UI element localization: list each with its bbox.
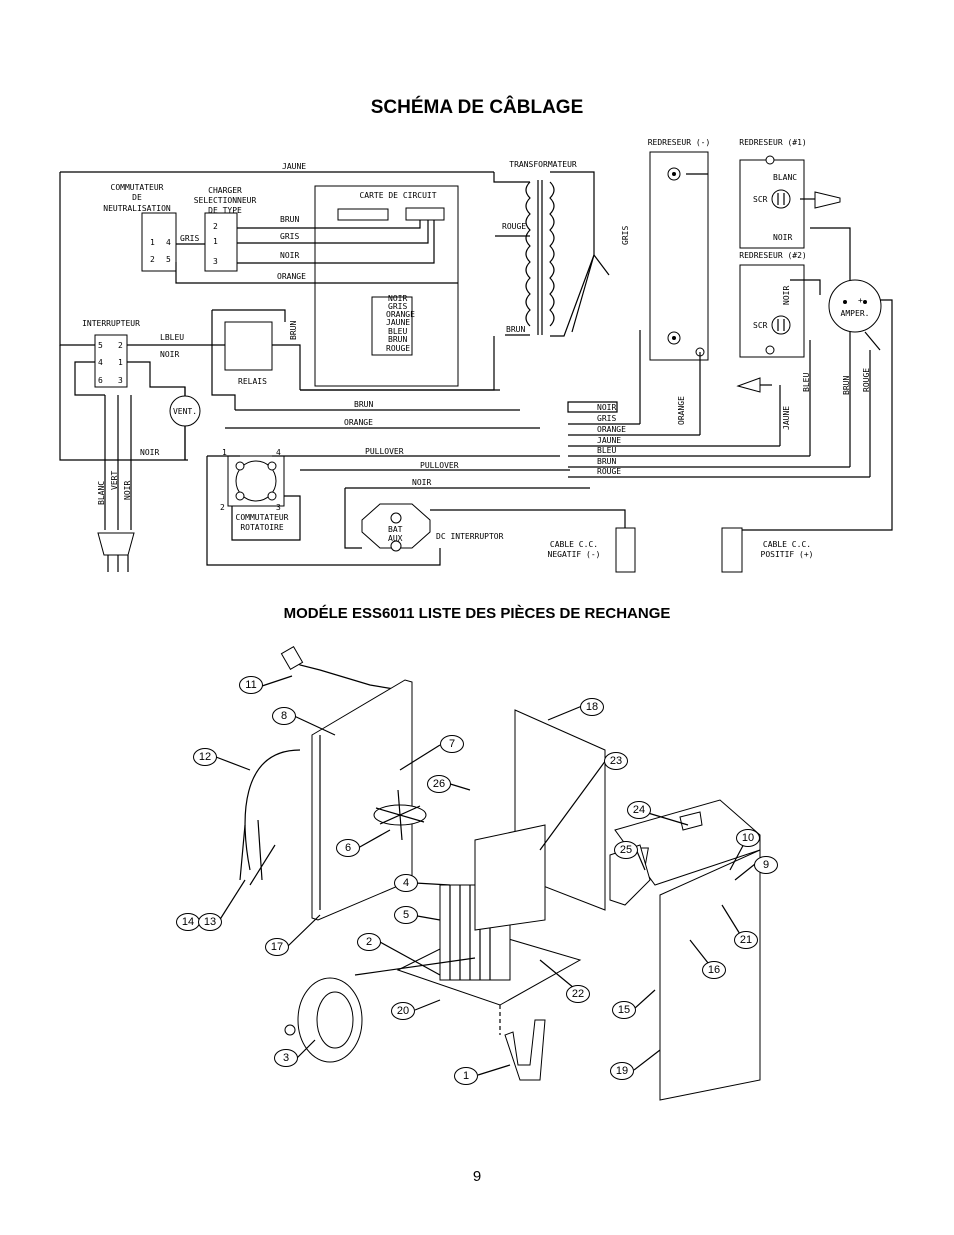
neutral-switch-label-1: COMMUTATEUR — [110, 183, 164, 192]
wire-label-rouge-v: ROUGE — [862, 367, 871, 392]
wire-label-brun-tr: BRUN — [506, 325, 526, 334]
switch-term-1: 1 — [118, 358, 123, 367]
dc-bat-label: BAT — [388, 525, 403, 534]
selector-term-3: 3 — [213, 257, 218, 266]
wire-label-lbleu: LBLEU — [160, 333, 185, 342]
switch-term-2: 2 — [118, 341, 123, 350]
wire-label-vert-cord: VERT — [110, 470, 119, 490]
neutral-term-4: 4 — [166, 238, 171, 247]
wiring-diagram-title: SCHÉMA DE CÂBLAGE — [370, 97, 584, 118]
selector-label-3: DE TYPE — [208, 206, 242, 215]
relay-label: RELAIS — [238, 377, 267, 386]
wire-label-pullover-2: PULLOVER — [420, 461, 459, 470]
rotary-term-4: 4 — [276, 448, 281, 457]
wire-label-orange-v: ORANGE — [677, 396, 686, 425]
board-conn-3: ORANGE — [386, 310, 415, 319]
neutral-switch-label-2: DE — [132, 193, 142, 202]
wire-label-brun-mid: BRUN — [354, 400, 374, 409]
rotary-label-2: ROTATOIRE — [240, 523, 284, 532]
wire-label-noir-mid: NOIR — [412, 478, 432, 487]
neutral-term-2: 2 — [150, 255, 155, 264]
wire-label-blanc-cord: BLANC — [97, 480, 106, 505]
cable-positive — [722, 528, 742, 572]
rectifier-neg-label: REDRESEUR (-) — [647, 138, 711, 147]
cable-pos-label-1: CABLE C.C. — [762, 540, 812, 549]
callout-5: 5 — [394, 906, 418, 924]
wire-label-gris-1: GRIS — [280, 232, 300, 241]
board-conn-4: JAUNE — [386, 318, 411, 327]
wire-label-noir-fan: NOIR — [140, 448, 160, 457]
switch-term-6: 6 — [98, 376, 103, 385]
callout-6: 6 — [336, 839, 360, 857]
wiring-diagram — [0, 0, 954, 600]
wire-label-brun-relay: BRUN — [289, 320, 298, 340]
callout-13: 13 — [198, 913, 222, 931]
neutral-switch — [142, 213, 176, 271]
callout-14: 14 — [176, 913, 200, 931]
callout-15: 15 — [612, 1001, 636, 1019]
wire-label-pullover-1: PULLOVER — [365, 447, 404, 456]
cable-neg-label-2: NEGATIF (-) — [547, 550, 601, 559]
callout-24: 24 — [627, 801, 651, 819]
callout-16: 16 — [702, 961, 726, 979]
harness-6: BRUN — [597, 457, 617, 466]
rotary-term-2: 2 — [220, 503, 225, 512]
wire-label-bleu-v: BLEU — [802, 372, 811, 392]
callout-3: 3 — [274, 1049, 298, 1067]
harness-4: JAUNE — [597, 436, 622, 445]
charger-selector — [205, 213, 237, 271]
wire-label-gris-left: GRIS — [180, 234, 200, 243]
relay — [225, 322, 272, 370]
harness-1: NOIR — [597, 403, 617, 412]
callout-8: 8 — [272, 707, 296, 725]
callout-22: 22 — [566, 985, 590, 1003]
callout-4: 4 — [394, 874, 418, 892]
callout-20: 20 — [391, 1002, 415, 1020]
wire-label-jaune-top: JAUNE — [282, 162, 307, 171]
exploded-parts-view — [0, 640, 954, 1200]
neutral-term-5: 5 — [166, 255, 171, 264]
dc-aux-label: AUX — [388, 534, 403, 543]
wire-label-rouge-tr: ROUGE — [502, 222, 527, 231]
dc-interruptor-label: DC INTERRUPTOR — [436, 532, 504, 541]
wire-label-jaune-v: JAUNE — [782, 405, 791, 430]
callout-2: 2 — [357, 933, 381, 951]
callout-11: 11 — [239, 676, 263, 694]
wire-label-orange-1: ORANGE — [277, 272, 306, 281]
selector-label-1: CHARGER — [208, 186, 242, 195]
rotary-label-1: COMMUTATEUR — [235, 513, 289, 522]
neutral-switch-label-3: NEUTRALISATION — [103, 204, 171, 213]
cable-neg-label-1: CABLE C.C. — [549, 540, 599, 549]
callout-23: 23 — [604, 752, 628, 770]
wire-label-orange-mid: ORANGE — [344, 418, 373, 427]
wire-label-blanc-r1: BLANC — [773, 173, 798, 182]
rotary-term-3: 3 — [276, 503, 281, 512]
board-conn-2: GRIS — [388, 302, 408, 311]
wire-label-noir-1: NOIR — [280, 251, 300, 260]
wire-label-noir-cord: NOIR — [123, 480, 132, 500]
power-plug — [98, 533, 134, 555]
parts-list-title: MODÉLE ESS6011 LISTE DES PIÈCES DE RECHANGE — [283, 605, 671, 622]
board-conn-1: NOIR — [388, 294, 408, 303]
callout-7: 7 — [440, 735, 464, 753]
cable-negative — [616, 528, 635, 572]
cable-pos-label-2: POSITIF (+) — [760, 550, 814, 559]
rotary-term-1: 1 — [222, 448, 227, 457]
callout-10: 10 — [736, 829, 760, 847]
callout-19: 19 — [610, 1062, 634, 1080]
ammeter-plus: + — [858, 296, 863, 305]
fan-label: VENT. — [172, 407, 198, 416]
scr-2-label: SCR — [753, 321, 768, 330]
selector-term-1: 1 — [213, 237, 218, 246]
callout-21: 21 — [734, 931, 758, 949]
callout-12: 12 — [193, 748, 217, 766]
ammeter-label: AMPER. — [840, 309, 870, 318]
rectifier-neg — [650, 152, 708, 360]
rectifier-2 — [740, 265, 804, 357]
callout-25: 25 — [614, 841, 638, 859]
callout-18: 18 — [580, 698, 604, 716]
harness-7: ROUGE — [597, 467, 622, 476]
scr-1-label: SCR — [753, 195, 768, 204]
selector-term-2: 2 — [213, 222, 218, 231]
transformer-label: TRANSFORMATEUR — [509, 160, 577, 169]
selector-label-2: SELECTIONNEUR — [193, 196, 257, 205]
wire-label-brun-v: BRUN — [842, 375, 851, 395]
switch-label: INTERRUPTEUR — [82, 319, 140, 328]
wire-label-noir-r1: NOIR — [773, 233, 793, 242]
board-conn-7: ROUGE — [386, 344, 411, 353]
wire-label-brun-1: BRUN — [280, 215, 300, 224]
switch-term-5: 5 — [98, 341, 103, 350]
callout-17: 17 — [265, 938, 289, 956]
neutral-term-1: 1 — [150, 238, 155, 247]
rectifier-2-label: REDRESEUR (#2) — [739, 251, 807, 260]
circuit-board-label: CARTE DE CIRCUIT — [359, 191, 437, 200]
ammeter — [829, 280, 881, 332]
harness-3: ORANGE — [597, 425, 626, 434]
callout-9: 9 — [754, 856, 778, 874]
harness-2: GRIS — [597, 414, 617, 423]
switch-term-4: 4 — [98, 358, 103, 367]
wire-label-noir-sw: NOIR — [160, 350, 180, 359]
board-display — [338, 209, 388, 220]
callout-1: 1 — [454, 1067, 478, 1085]
board-plug — [406, 208, 444, 220]
switch-term-3: 3 — [118, 376, 123, 385]
board-conn-6: BRUN — [388, 335, 408, 344]
harness-5: BLEU — [597, 446, 617, 455]
board-conn-5: BLEU — [388, 327, 408, 336]
page-number: 9 — [472, 1168, 482, 1185]
wire-label-noir-r2: NOIR — [782, 285, 791, 305]
wire-label-gris-v: GRIS — [621, 225, 630, 245]
rectifier-1-label: REDRESEUR (#1) — [739, 138, 807, 147]
callout-26: 26 — [427, 775, 451, 793]
